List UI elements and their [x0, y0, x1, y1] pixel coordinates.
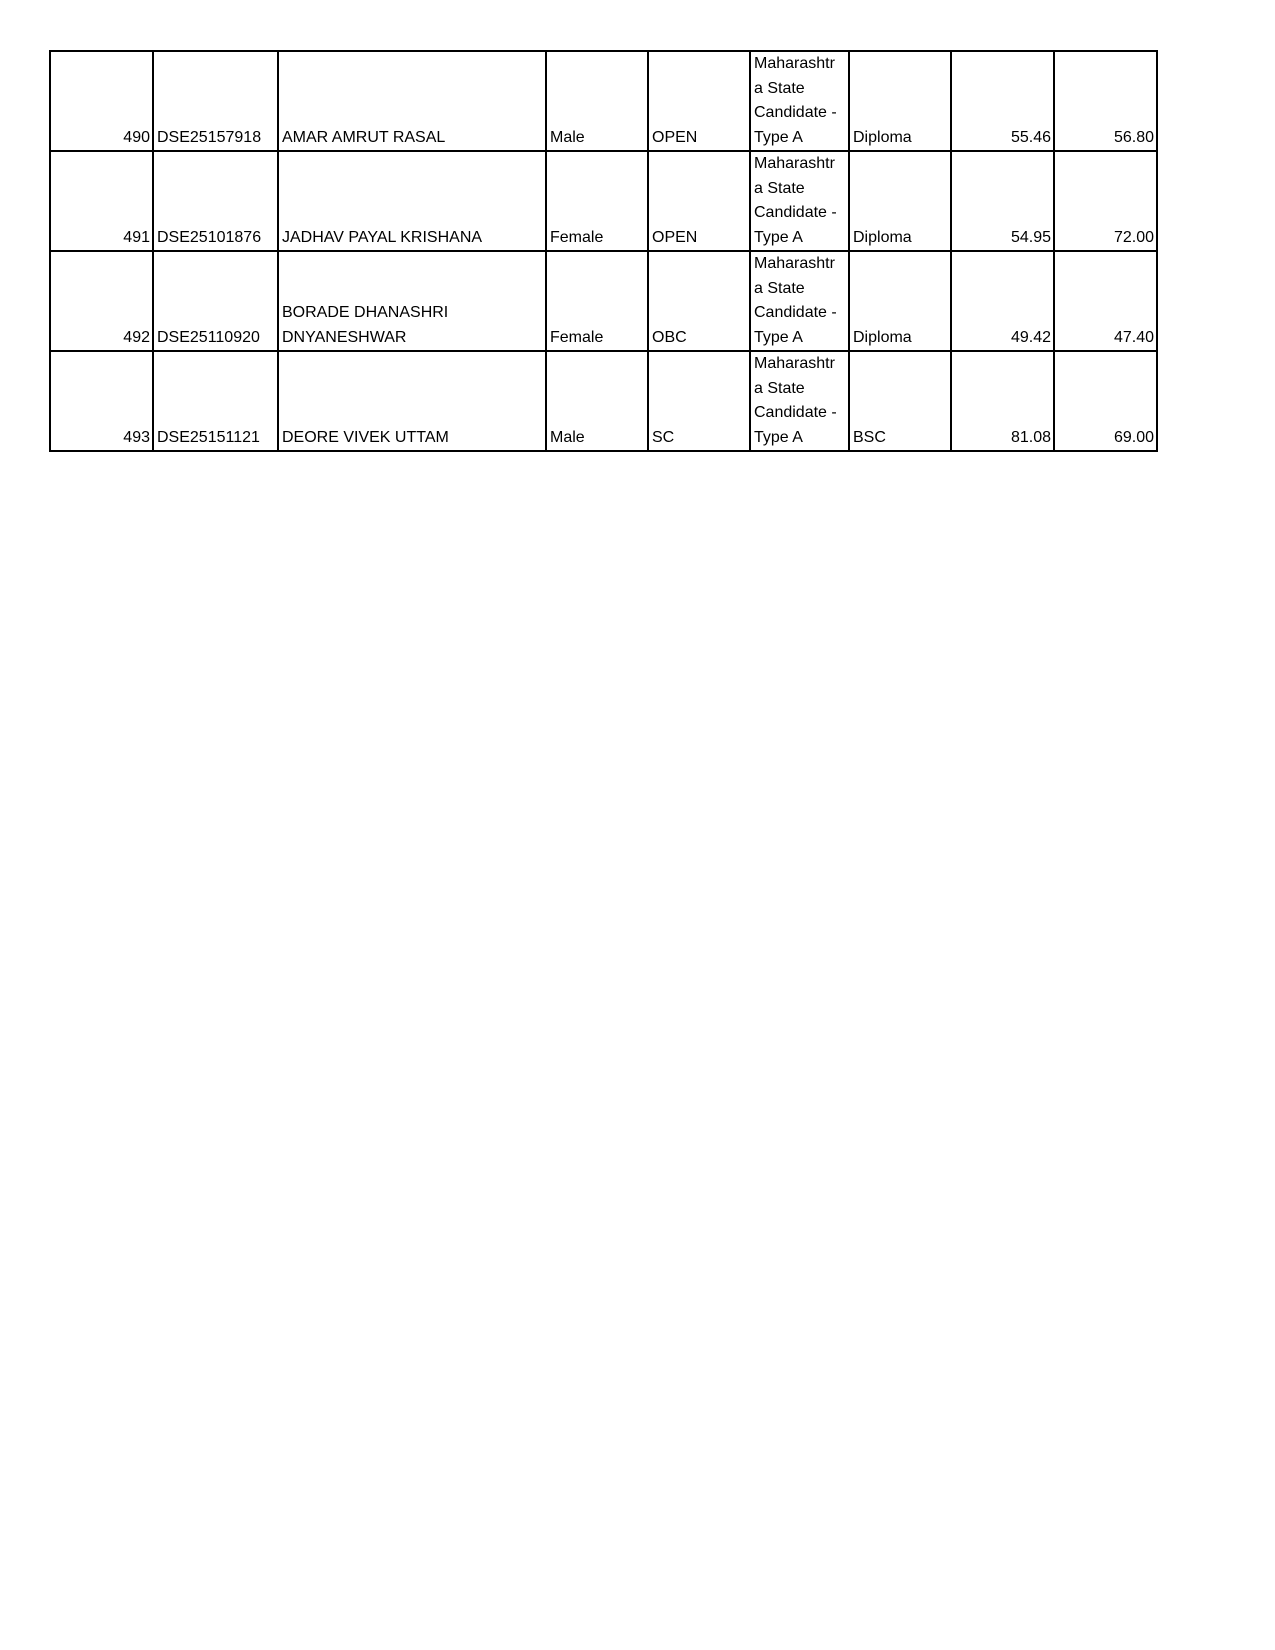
score-cell: 72.00	[1054, 151, 1157, 251]
application-id-cell: DSE25157918	[153, 51, 278, 151]
score-cell: 47.40	[1054, 251, 1157, 351]
gender-cell: Male	[546, 51, 648, 151]
gender-cell: Female	[546, 151, 648, 251]
qualification-cell: Diploma	[849, 251, 951, 351]
candidature-type-cell: Maharashtr a State Candidate - Type A	[750, 51, 849, 151]
candidature-type-cell: Maharashtr a State Candidate - Type A	[750, 251, 849, 351]
qualification-cell: Diploma	[849, 51, 951, 151]
candidate-name-cell: AMAR AMRUT RASAL	[278, 51, 546, 151]
serial-number-cell: 492	[50, 251, 153, 351]
score-cell: 81.08	[951, 351, 1054, 451]
serial-number-cell: 490	[50, 51, 153, 151]
category-cell: OPEN	[648, 151, 750, 251]
serial-number-cell: 491	[50, 151, 153, 251]
category-cell: OPEN	[648, 51, 750, 151]
score-cell: 55.46	[951, 51, 1054, 151]
score-cell: 56.80	[1054, 51, 1157, 151]
gender-cell: Male	[546, 351, 648, 451]
gender-cell: Female	[546, 251, 648, 351]
qualification-cell: Diploma	[849, 151, 951, 251]
serial-number-cell: 493	[50, 351, 153, 451]
application-id-cell: DSE25151121	[153, 351, 278, 451]
table-row	[50, 151, 1157, 251]
score-cell: 69.00	[1054, 351, 1157, 451]
score-cell: 54.95	[951, 151, 1054, 251]
candidate-name-cell: BORADE DHANASHRI DNYANESHWAR	[278, 251, 546, 351]
qualification-cell: BSC	[849, 351, 951, 451]
candidate-name-cell: JADHAV PAYAL KRISHANA	[278, 151, 546, 251]
score-cell: 49.42	[951, 251, 1054, 351]
category-cell: OBC	[648, 251, 750, 351]
candidate-name-cell: DEORE VIVEK UTTAM	[278, 351, 546, 451]
candidature-type-cell: Maharashtr a State Candidate - Type A	[750, 151, 849, 251]
candidature-type-cell: Maharashtr a State Candidate - Type A	[750, 351, 849, 451]
table-row	[50, 351, 1157, 451]
merit-list-table	[49, 50, 1158, 452]
table-row	[50, 251, 1157, 351]
application-id-cell: DSE25101876	[153, 151, 278, 251]
table-row	[50, 51, 1157, 151]
application-id-cell: DSE25110920	[153, 251, 278, 351]
category-cell: SC	[648, 351, 750, 451]
